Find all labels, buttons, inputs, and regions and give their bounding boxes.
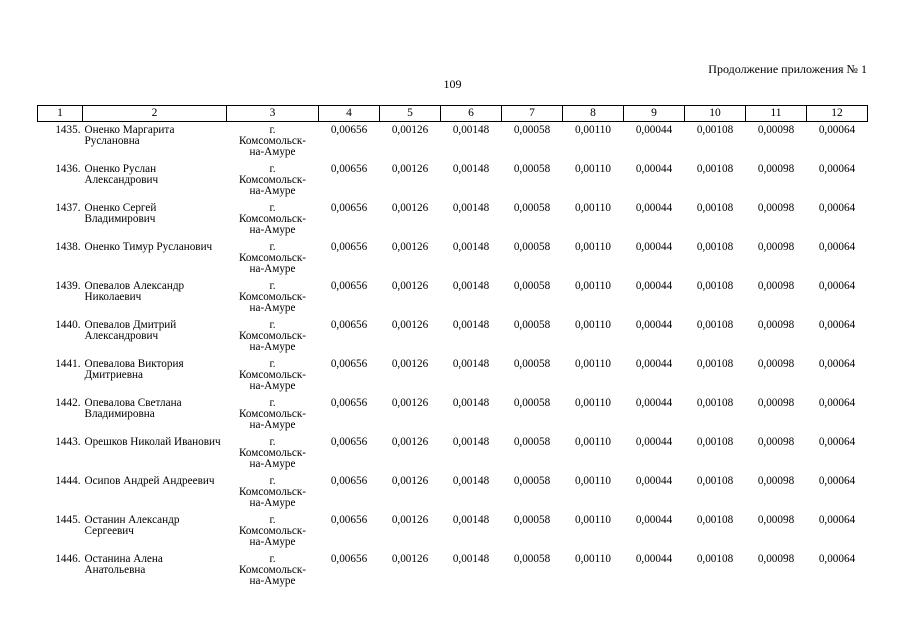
value-cell: 0,00058 (513, 280, 551, 292)
city-cell (227, 356, 319, 395)
value-cell: 0,00098 (757, 163, 795, 175)
value-cell: 0,00126 (391, 163, 429, 175)
value-cell: 0,00064 (818, 475, 856, 487)
value-cell: 0,00656 (330, 241, 368, 253)
value-cell: 0,00110 (575, 163, 611, 175)
register-table (37, 105, 868, 590)
value-cell: 0,00098 (757, 553, 795, 565)
value-cell: 0,00148 (452, 397, 490, 409)
value-cell: 0,00108 (696, 124, 734, 136)
city-cell (227, 512, 319, 551)
value-cell: 0,00126 (391, 553, 429, 565)
value-cell: 0,00110 (575, 241, 611, 253)
person-name: Оненко Руслан Александрович (84, 163, 159, 186)
value-cell: 0,00656 (330, 514, 368, 526)
city-line: Комсомольск- (238, 291, 307, 303)
value-cell: 0,00126 (391, 202, 429, 214)
city-line: Комсомольск- (238, 525, 307, 537)
value-cell: 0,00110 (575, 319, 611, 331)
row-number: 1440. (55, 319, 81, 331)
value-cell: 0,00148 (452, 475, 490, 487)
table-row (38, 434, 868, 473)
value-cell: 0,00044 (635, 319, 673, 331)
column-header: 11 (746, 106, 807, 122)
person-name: Опевалов Александр Николаевич (84, 280, 185, 303)
city-cell (227, 122, 319, 162)
value-cell: 0,00098 (757, 436, 795, 448)
value-cell: 0,00656 (330, 163, 368, 175)
value-cell: 0,00148 (452, 358, 490, 370)
value-cell: 0,00126 (391, 397, 429, 409)
value-cell: 0,00064 (818, 202, 856, 214)
appendix-continuation-label: Продолжение приложения № 1 (708, 62, 867, 76)
value-cell: 0,00058 (513, 397, 551, 409)
table-row (38, 356, 868, 395)
value-cell: 0,00108 (696, 514, 734, 526)
value-cell: 0,00098 (757, 514, 795, 526)
city-line: Комсомольск- (238, 564, 307, 576)
person-name: Опевалова Светлана Владимировна (84, 397, 182, 420)
value-cell: 0,00064 (818, 397, 856, 409)
value-cell: 0,00126 (391, 319, 429, 331)
value-cell: 0,00064 (818, 514, 856, 526)
table-row (38, 512, 868, 551)
value-cell: 0,00110 (575, 553, 611, 565)
city-cell (227, 551, 319, 590)
value-cell: 0,00656 (330, 436, 368, 448)
value-cell: 0,00098 (757, 358, 795, 370)
person-name: Орешков Николай Иванович (84, 436, 221, 448)
city-line: г. (269, 514, 276, 526)
row-number: 1441. (55, 358, 81, 370)
value-cell: 0,00058 (513, 241, 551, 253)
table-row (38, 473, 868, 512)
value-cell: 0,00148 (452, 436, 490, 448)
table-row (38, 395, 868, 434)
row-number: 1445. (55, 514, 81, 526)
city-cell (227, 395, 319, 434)
value-cell: 0,00148 (452, 280, 490, 292)
city-line: на-Амуре (249, 146, 296, 158)
person-name: Осипов Андрей Андреевич (84, 475, 215, 487)
city-cell (227, 239, 319, 278)
value-cell: 0,00064 (818, 241, 856, 253)
column-header: 4 (319, 106, 380, 122)
value-cell: 0,00656 (330, 553, 368, 565)
city-line: на-Амуре (249, 263, 296, 275)
table-row (38, 278, 868, 317)
city-line: Комсомольск- (238, 252, 307, 264)
value-cell: 0,00064 (818, 280, 856, 292)
column-header: 3 (227, 106, 319, 122)
value-cell: 0,00044 (635, 397, 673, 409)
person-name: Опевалов Дмитрий Александрович (84, 319, 177, 342)
column-header: 2 (83, 106, 227, 122)
city-line: г. (269, 319, 276, 331)
value-cell: 0,00148 (452, 514, 490, 526)
city-line: на-Амуре (249, 224, 296, 236)
value-cell: 0,00098 (757, 397, 795, 409)
value-cell: 0,00098 (757, 475, 795, 487)
city-line: на-Амуре (249, 458, 296, 470)
city-line: на-Амуре (249, 341, 296, 353)
row-number: 1443. (55, 436, 81, 448)
city-line: Комсомольск- (238, 135, 307, 147)
value-cell: 0,00108 (696, 553, 734, 565)
value-cell: 0,00058 (513, 319, 551, 331)
value-cell: 0,00064 (818, 319, 856, 331)
city-cell (227, 317, 319, 356)
city-cell (227, 434, 319, 473)
city-cell (227, 200, 319, 239)
value-cell: 0,00064 (818, 163, 856, 175)
value-cell: 0,00058 (513, 358, 551, 370)
column-header: 5 (380, 106, 441, 122)
value-cell: 0,00148 (452, 124, 490, 136)
value-cell: 0,00148 (452, 319, 490, 331)
city-line: г. (269, 553, 276, 565)
person-name: Останин Александр Сергеевич (84, 514, 180, 537)
row-number: 1442. (55, 397, 81, 409)
row-number: 1446. (55, 553, 81, 565)
city-line: Комсомольск- (238, 174, 307, 186)
value-cell: 0,00110 (575, 514, 611, 526)
city-line: г. (269, 124, 276, 136)
value-cell: 0,00058 (513, 514, 551, 526)
value-cell: 0,00126 (391, 475, 429, 487)
value-cell: 0,00108 (696, 358, 734, 370)
value-cell: 0,00126 (391, 241, 429, 253)
value-cell: 0,00058 (513, 553, 551, 565)
value-cell: 0,00110 (575, 280, 611, 292)
person-name: Оненко Тимур Русланович (84, 241, 213, 253)
city-line: на-Амуре (249, 380, 296, 392)
value-cell: 0,00110 (575, 124, 611, 136)
column-header: 7 (502, 106, 563, 122)
city-line: Комсомольск- (238, 447, 307, 459)
value-cell: 0,00064 (818, 553, 856, 565)
table-row (38, 239, 868, 278)
city-line: Комсомольск- (238, 408, 307, 420)
city-line: на-Амуре (249, 302, 296, 314)
city-line: г. (269, 358, 276, 370)
value-cell: 0,00044 (635, 202, 673, 214)
city-line: на-Амуре (249, 536, 296, 548)
city-line: г. (269, 397, 276, 409)
city-line: Комсомольск- (238, 330, 307, 342)
table-row (38, 551, 868, 590)
city-line: на-Амуре (249, 185, 296, 197)
value-cell: 0,00044 (635, 163, 673, 175)
city-line: на-Амуре (249, 419, 296, 431)
value-cell: 0,00058 (513, 202, 551, 214)
value-cell: 0,00058 (513, 124, 551, 136)
value-cell: 0,00098 (757, 202, 795, 214)
value-cell: 0,00058 (513, 475, 551, 487)
value-cell: 0,00108 (696, 319, 734, 331)
column-header: 6 (441, 106, 502, 122)
city-line: Комсомольск- (238, 486, 307, 498)
value-cell: 0,00064 (818, 436, 856, 448)
value-cell: 0,00656 (330, 280, 368, 292)
column-header: 8 (563, 106, 624, 122)
value-cell: 0,00148 (452, 163, 490, 175)
value-cell: 0,00098 (757, 124, 795, 136)
value-cell: 0,00148 (452, 241, 490, 253)
city-line: Комсомольск- (238, 213, 307, 225)
person-name: Оненко Сергей Владимирович (84, 202, 157, 225)
value-cell: 0,00126 (391, 358, 429, 370)
row-number: 1439. (55, 280, 81, 292)
city-line: г. (269, 475, 276, 487)
column-header-row (38, 106, 868, 122)
value-cell: 0,00098 (757, 241, 795, 253)
city-line: г. (269, 241, 276, 253)
row-number: 1436. (55, 163, 81, 175)
column-header: 12 (807, 106, 868, 122)
value-cell: 0,00656 (330, 397, 368, 409)
value-cell: 0,00656 (330, 124, 368, 136)
person-name: Оненко Маргарита Руслановна (84, 124, 175, 147)
value-cell: 0,00108 (696, 163, 734, 175)
city-line: на-Амуре (249, 575, 296, 587)
value-cell: 0,00064 (818, 358, 856, 370)
row-number: 1438. (55, 241, 81, 253)
city-line: г. (269, 436, 276, 448)
value-cell: 0,00044 (635, 475, 673, 487)
city-line: г. (269, 202, 276, 214)
city-line: Комсомольск- (238, 369, 307, 381)
table-row (38, 200, 868, 239)
value-cell: 0,00044 (635, 241, 673, 253)
value-cell: 0,00656 (330, 475, 368, 487)
city-line: г. (269, 280, 276, 292)
value-cell: 0,00148 (452, 553, 490, 565)
table-row (38, 122, 868, 162)
value-cell: 0,00058 (513, 163, 551, 175)
value-cell: 0,00110 (575, 475, 611, 487)
value-cell: 0,00110 (575, 436, 611, 448)
value-cell: 0,00126 (391, 124, 429, 136)
column-header: 10 (685, 106, 746, 122)
value-cell: 0,00110 (575, 202, 611, 214)
value-cell: 0,00126 (391, 514, 429, 526)
person-name: Останина Алена Анатольевна (84, 553, 163, 576)
value-cell: 0,00108 (696, 202, 734, 214)
value-cell: 0,00656 (330, 358, 368, 370)
value-cell: 0,00044 (635, 514, 673, 526)
value-cell: 0,00064 (818, 124, 856, 136)
value-cell: 0,00126 (391, 280, 429, 292)
value-cell: 0,00110 (575, 358, 611, 370)
table-row (38, 317, 868, 356)
value-cell: 0,00098 (757, 280, 795, 292)
value-cell: 0,00108 (696, 397, 734, 409)
value-cell: 0,00108 (696, 280, 734, 292)
value-cell: 0,00656 (330, 319, 368, 331)
value-cell: 0,00098 (757, 319, 795, 331)
row-number: 1435. (55, 124, 81, 136)
value-cell: 0,00058 (513, 436, 551, 448)
table-body (38, 122, 868, 591)
page-number: 109 (443, 77, 462, 91)
value-cell: 0,00126 (391, 436, 429, 448)
value-cell: 0,00110 (575, 397, 611, 409)
city-cell (227, 278, 319, 317)
row-number: 1437. (55, 202, 81, 214)
value-cell: 0,00044 (635, 280, 673, 292)
column-header: 1 (38, 106, 83, 122)
table-row (38, 161, 868, 200)
value-cell: 0,00108 (696, 475, 734, 487)
row-number: 1444. (55, 475, 81, 487)
person-name: Опевалова Виктория Дмитриевна (84, 358, 184, 381)
value-cell: 0,00044 (635, 124, 673, 136)
city-line: г. (269, 163, 276, 175)
value-cell: 0,00108 (696, 241, 734, 253)
value-cell: 0,00656 (330, 202, 368, 214)
city-cell (227, 161, 319, 200)
value-cell: 0,00044 (635, 436, 673, 448)
city-cell (227, 473, 319, 512)
column-header: 9 (624, 106, 685, 122)
city-line: на-Амуре (249, 497, 296, 509)
value-cell: 0,00044 (635, 358, 673, 370)
value-cell: 0,00148 (452, 202, 490, 214)
value-cell: 0,00044 (635, 553, 673, 565)
value-cell: 0,00108 (696, 436, 734, 448)
